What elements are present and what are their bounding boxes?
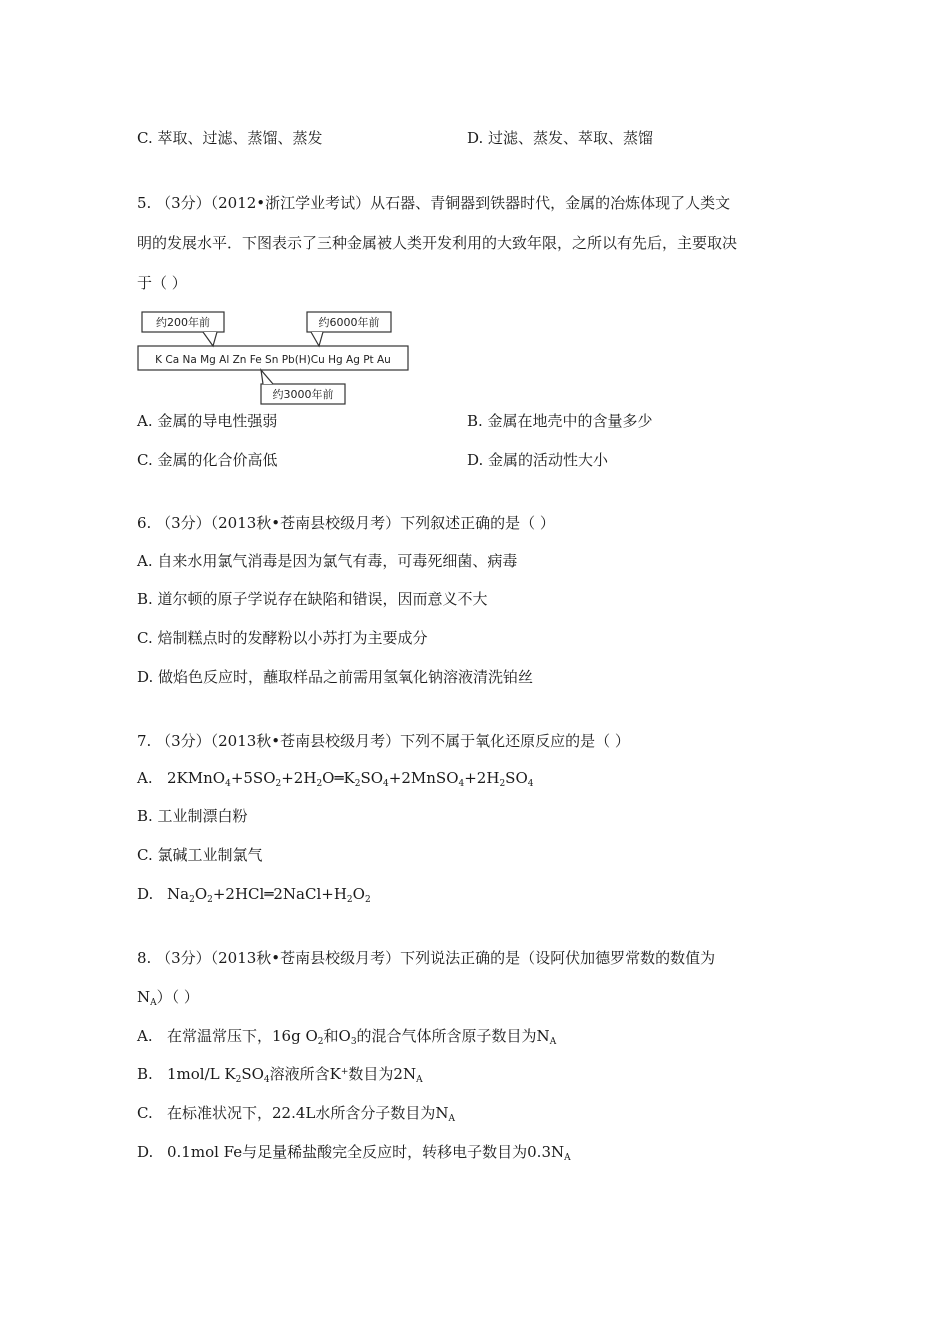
- callout-6000-pointer: [311, 332, 323, 346]
- q8-stem-line2: $N_A$）（ ）: [137, 988, 199, 1008]
- q5-stem-line1: 5. （3分）（2012•浙江学业考试）从石器、青铜器到铁器时代，金属的冶炼体现了人类文: [137, 194, 731, 212]
- q6-option-b: B. 道尔顿的原子学说存在缺陷和错误，因而意义不大: [137, 590, 488, 608]
- option-label: A.: [137, 1027, 153, 1045]
- metal-series-text: K Ca Na Mg Al Zn Fe Sn Pb(H)Cu Hg Ag Pt Au: [155, 354, 391, 366]
- q7-option-b: B. 工业制漂白粉: [137, 807, 248, 825]
- q7-stem: 7. （3分）（2013秋•苍南县校级月考）下列不属于氧化还原反应的是（ ）: [137, 732, 630, 750]
- q5-stem-line3: 于（ ）: [137, 274, 187, 292]
- q6-option-a: A. 自来水用氯气消毒是因为氯气有毒，可毒死细菌、病毒: [137, 552, 518, 570]
- option-label: B.: [137, 1065, 153, 1083]
- q8-stem-line1: 8. （3分）（2013秋•苍南县校级月考）下列说法正确的是（设阿伏加德罗常数的数值为: [137, 949, 716, 967]
- option-label: C.: [137, 1104, 153, 1122]
- q7-option-c: C. 氯碱工业制氯气: [137, 846, 263, 864]
- q5-option-b: B. 金属在地壳中的含量多少: [467, 412, 653, 430]
- option-label: A.: [137, 769, 153, 787]
- q4-option-d: D. 过滤、蒸发、萃取、蒸馏: [467, 129, 654, 147]
- q7-option-d: D. $Na_2O_2+2HCl═2NaCl+H_2O_2$: [137, 885, 371, 905]
- q7-option-a: A. $2KMnO_4+5SO_2+2H_2O═K_2SO_4+2MnSO_4+2H_2SO_4$: [137, 769, 534, 789]
- q6-stem: 6. （3分）（2013秋•苍南县校级月考）下列叙述正确的是（ ）: [137, 514, 555, 532]
- q5-stem-line2: 明的发展水平．下图表示了三种金属被人类开发利用的大致年限，之所以有先后，主要取决: [137, 234, 738, 252]
- q8-option-c: C. 在标准状况下，22.4L水所含分子数目为$N_A$: [137, 1104, 455, 1124]
- callout-200-pointer: [203, 332, 217, 346]
- q8-option-d: D. 0.1mol Fe与足量稀盐酸完全反应时，转移电子数目为$0.3N_A$: [137, 1143, 571, 1163]
- callout-3000-label: 约3000年前: [272, 388, 334, 401]
- q5-option-a: A. 金属的导电性强弱: [137, 412, 278, 430]
- callout-3000-pointer: [261, 370, 273, 384]
- q5-option-c: C. 金属的化合价高低: [137, 451, 278, 469]
- option-label: D.: [137, 1143, 154, 1161]
- q8-option-a: A. 在常温常压下，16g $O_2$和$O_3$的混合气体所含原子数目为$N_A$: [137, 1027, 557, 1047]
- q6-option-c: C. 焙制糕点时的发酵粉以小苏打为主要成分: [137, 629, 428, 647]
- metal-activity-diagram: [137, 310, 417, 410]
- q6-option-d: D. 做焰色反应时，蘸取样品之前需用氢氧化钠溶液清洗铂丝: [137, 668, 534, 686]
- callout-6000-label: 约6000年前: [318, 316, 380, 329]
- callout-200-label: 约200年前: [156, 316, 210, 329]
- q8-option-b: B. 1mol/L $K_2SO_4$溶液所含K+数目为$2N_A$: [137, 1065, 423, 1085]
- metal-activity-diagram-svg: [137, 310, 417, 410]
- option-label: D.: [137, 885, 154, 903]
- q4-option-c: C. 萃取、过滤、蒸馏、蒸发: [137, 129, 323, 147]
- q5-option-d: D. 金属的活动性大小: [467, 451, 609, 469]
